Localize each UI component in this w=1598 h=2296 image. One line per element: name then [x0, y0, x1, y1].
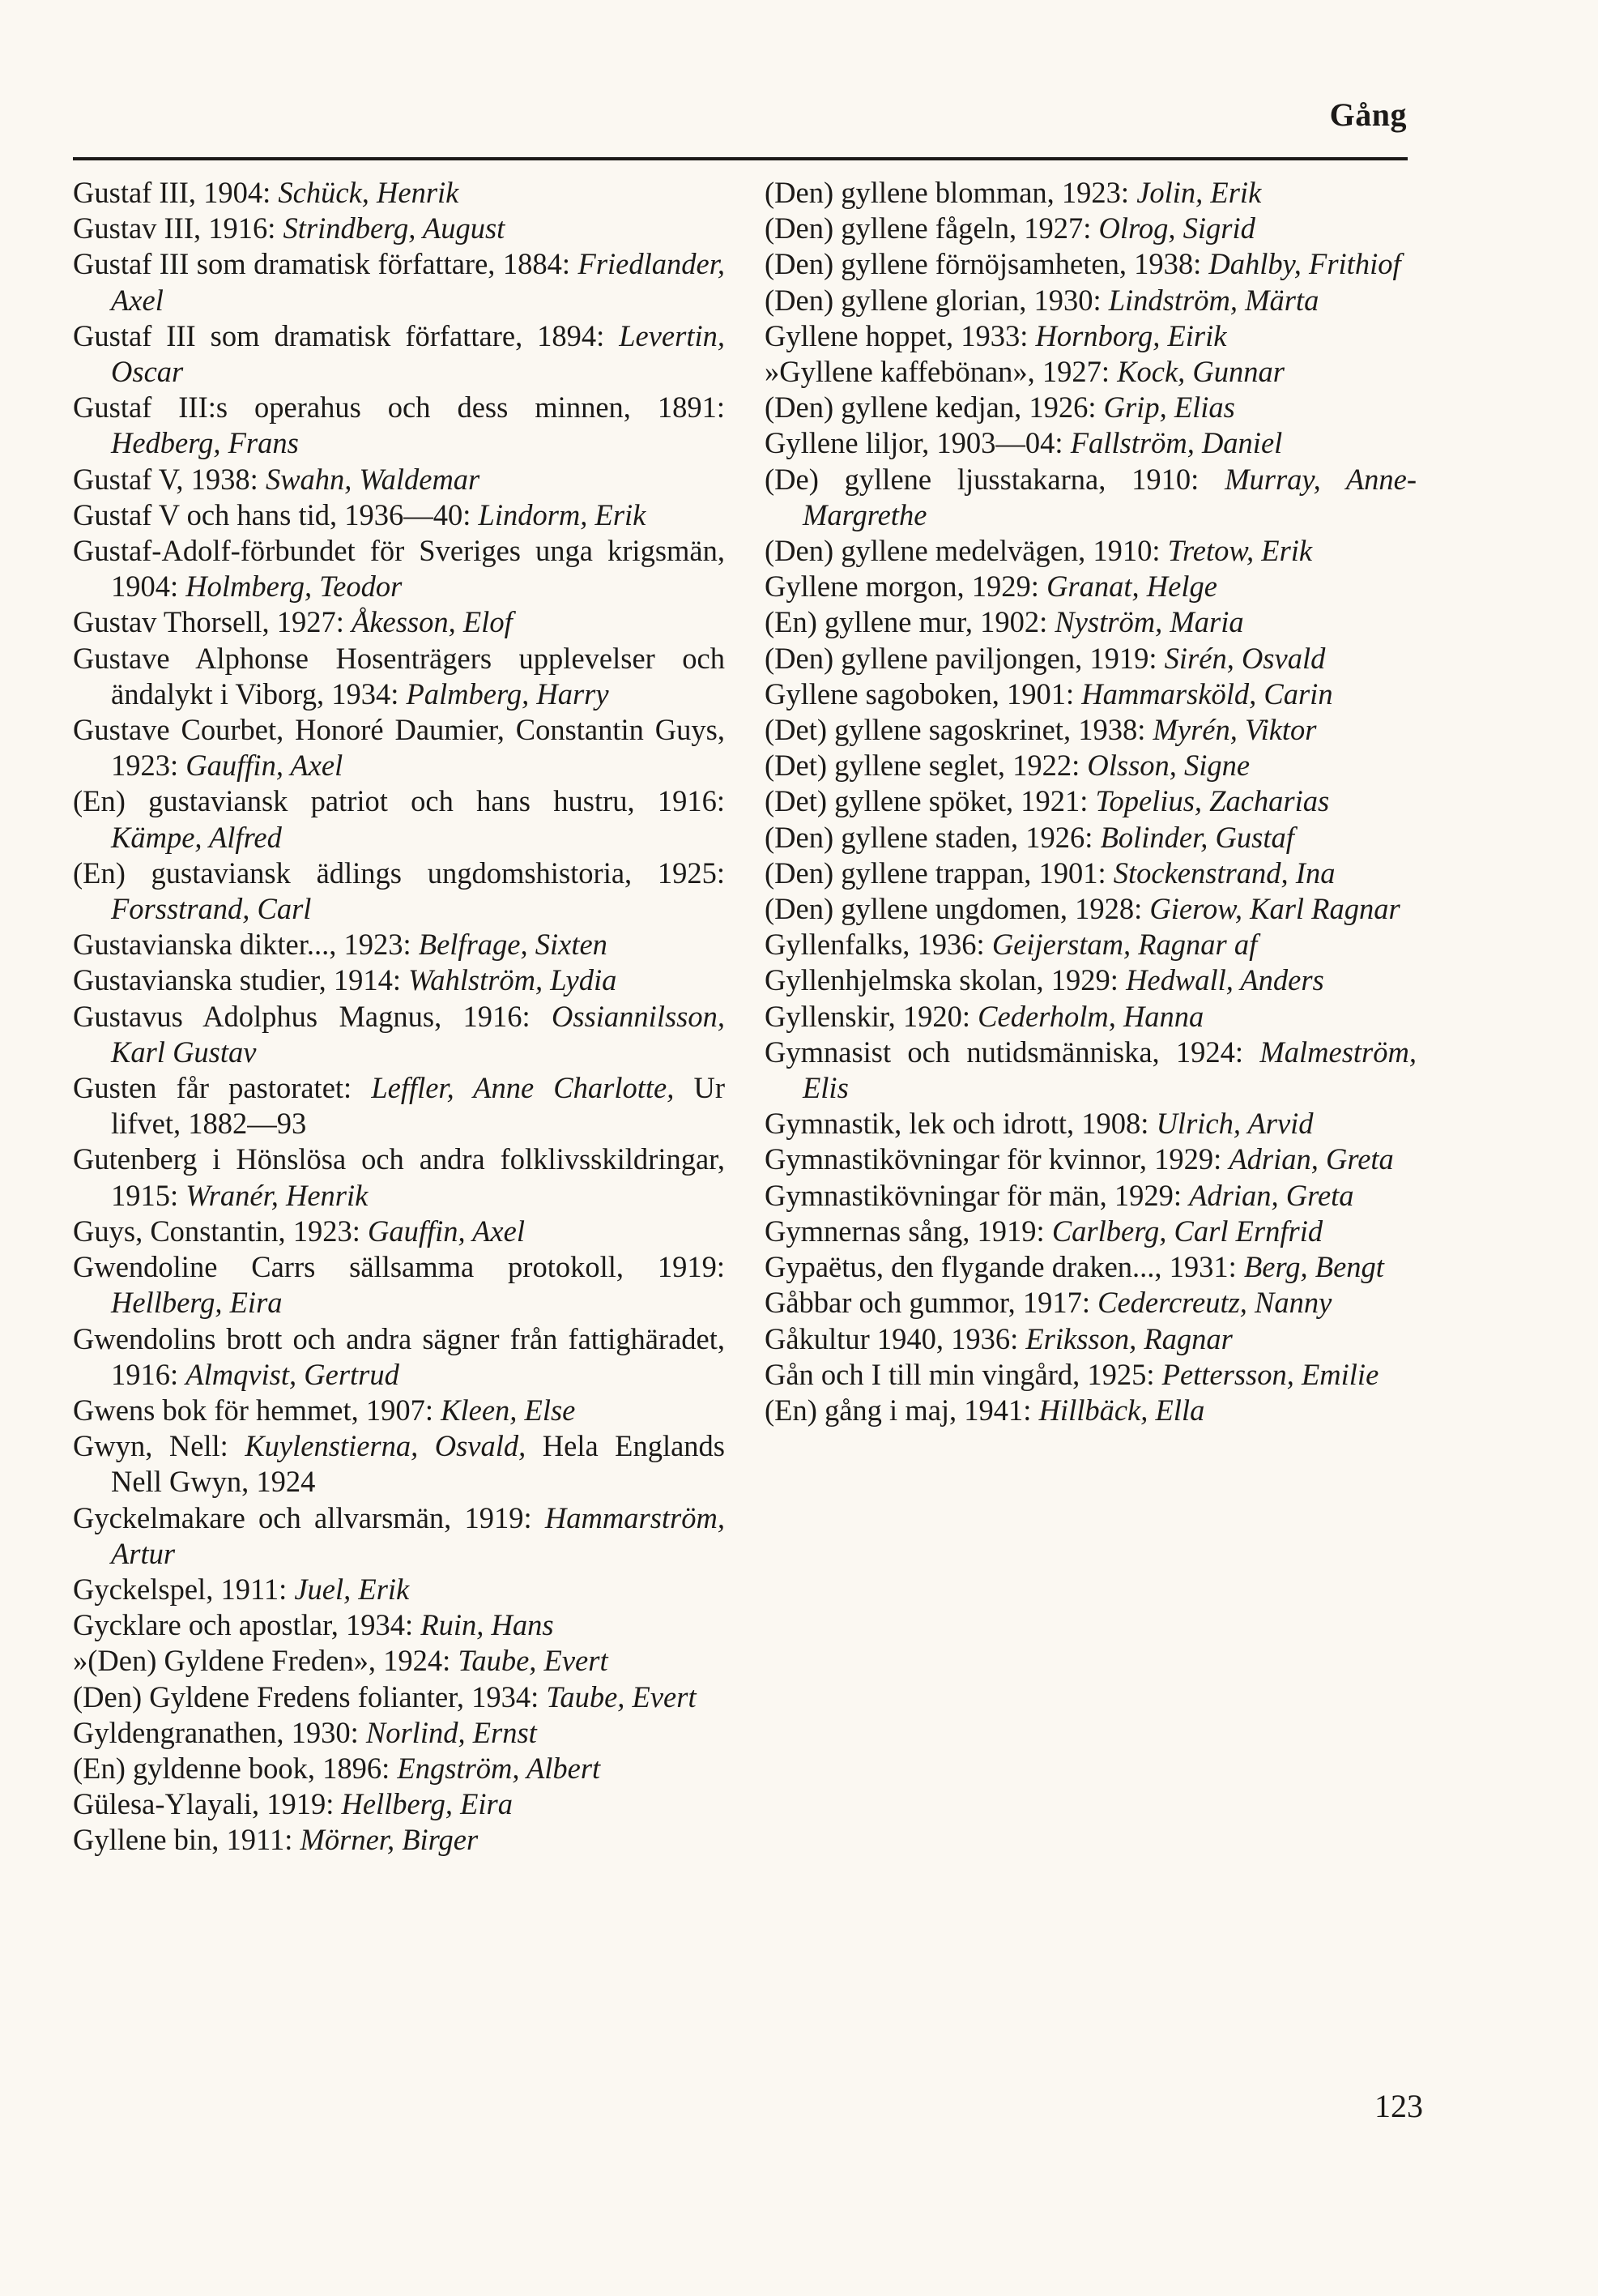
entry-source: Ur lifvet, 1882—93	[111, 1071, 725, 1141]
entry-title: Gycklare och apostlar, 1934:	[73, 1608, 421, 1642]
index-entry	[765, 748, 1417, 783]
index-entry	[73, 1321, 725, 1393]
index-entry	[765, 1321, 1417, 1357]
entry-title: (Den) gyllene trappan, 1901:	[765, 856, 1114, 890]
entry-title: (En) gång i maj, 1941:	[765, 1393, 1039, 1427]
entry-title: (Den) gyllene förnöjsamheten, 1938:	[765, 247, 1209, 281]
index-entry	[73, 712, 725, 783]
entry-author: Hedberg, Frans	[111, 426, 299, 460]
index-entry	[765, 462, 1417, 533]
entry-title: Gyldengranathen, 1930:	[73, 1715, 366, 1749]
entry-author: Juel, Erik	[294, 1572, 410, 1606]
entry-author: Jolin, Erik	[1136, 176, 1262, 209]
entry-author: Levertin, Oscar	[111, 318, 725, 389]
entry-author: Ossiannilsson, Karl Gustav	[111, 999, 725, 1069]
entry-author: Bolinder, Gustaf	[1100, 820, 1294, 854]
index-entry	[765, 962, 1417, 998]
index-entry	[765, 641, 1417, 676]
entry-title: Gypaëtus, den flygande draken..., 1931:	[765, 1250, 1244, 1284]
index-entry	[765, 318, 1417, 354]
entry-author: Schück, Henrik	[278, 176, 459, 209]
index-entry	[73, 1500, 725, 1572]
entry-title: (Det) gyllene sagoskrinet, 1938:	[765, 713, 1153, 747]
index-entry	[73, 1643, 725, 1679]
entry-title: Gustaf V, 1938:	[73, 462, 266, 496]
index-entry	[765, 856, 1417, 891]
index-entry	[765, 820, 1417, 856]
entry-author: Pettersson, Emilie	[1161, 1357, 1379, 1391]
entry-title: »Gyllene kaffebönan», 1927:	[765, 355, 1118, 389]
index-entry	[765, 712, 1417, 748]
entry-title: Gyllene liljor, 1903—04:	[765, 426, 1071, 460]
entry-title: Gåbbar och gummor, 1917:	[765, 1286, 1098, 1320]
entry-author: Hellberg, Eira	[111, 1286, 283, 1320]
index-entry	[765, 569, 1417, 604]
entry-title: Gustav Thorsell, 1927:	[73, 605, 352, 639]
index-entry	[73, 962, 725, 998]
entry-author: Hornborg, Eirik	[1035, 318, 1227, 352]
entry-author: Hillbäck, Ella	[1038, 1393, 1205, 1427]
index-entry	[765, 891, 1417, 927]
entry-author: Ruin, Hans	[420, 1608, 554, 1642]
index-entry	[73, 1786, 725, 1822]
index-entry	[765, 1214, 1417, 1249]
index-entry	[73, 1679, 725, 1715]
index-entry	[73, 1715, 725, 1751]
index-entry	[765, 1035, 1417, 1106]
entry-title: Gustavianska dikter..., 1923:	[73, 928, 419, 962]
entry-title: (Den) gyllene medelvägen, 1910:	[765, 534, 1168, 568]
entry-author: Cederholm, Hanna	[978, 999, 1204, 1033]
entry-author: Friedlander, Axel	[111, 247, 725, 317]
entry-title: (Den) Gyldene Fredens folianter, 1934:	[73, 1679, 547, 1713]
entry-author: Gauffin, Axel	[368, 1214, 525, 1248]
entry-title: Gustaf III som dramatisk författare, 1894:	[73, 318, 620, 352]
entry-title: Gymnastikövningar för kvinnor, 1929:	[765, 1142, 1229, 1176]
entry-title: Guys, Constantin, 1923:	[73, 1214, 369, 1248]
page-number: 123	[1374, 2088, 1423, 2124]
entry-author: Hammarsköld, Carin	[1081, 676, 1333, 711]
index-entry	[765, 246, 1417, 282]
index-entry	[73, 1249, 725, 1321]
entry-author: Grip, Elias	[1103, 390, 1235, 425]
entry-title: Gustaf III, 1904:	[73, 176, 279, 209]
entry-title: Gwendoline Carrs sällsamma protokoll, 1919:	[73, 1250, 725, 1284]
index-entry	[73, 641, 725, 712]
index-entry	[73, 462, 725, 497]
entry-author: Taube, Evert	[458, 1644, 608, 1678]
index-entry	[765, 283, 1417, 318]
index-entry	[765, 354, 1417, 390]
index-entry	[765, 783, 1417, 819]
index-entry	[765, 1106, 1417, 1142]
entry-title: (En) gustaviansk patriot och hans hustru, 1916:	[73, 784, 725, 818]
entry-title: (De) gyllene ljusstakarna, 1910:	[765, 462, 1225, 496]
entry-title: Gustave Alphonse Hosenträgers upplevelser och ändalykt i Viborg, 1934:	[73, 641, 725, 711]
entry-title: Gustaf III som dramatisk författare, 1884:	[73, 247, 578, 281]
entry-author: Swahn, Waldemar	[265, 462, 480, 496]
entry-author: Kämpe, Alfred	[111, 820, 282, 854]
entry-author: Hedwall, Anders	[1126, 963, 1324, 997]
entry-author: Tretow, Erik	[1167, 534, 1313, 568]
entry-author: Malmeström, Elis	[803, 1035, 1417, 1105]
entry-author: Berg, Bengt	[1243, 1250, 1384, 1284]
entry-author: Kleen, Else	[441, 1393, 576, 1427]
entry-author: Taube, Evert	[546, 1679, 697, 1713]
entry-author: Palmberg, Harry	[406, 676, 609, 711]
index-entry	[73, 999, 725, 1070]
index-entry	[765, 1393, 1417, 1428]
index-entry	[73, 1751, 725, 1786]
index-entry	[765, 927, 1417, 962]
entry-author: Ulrich, Arvid	[1156, 1107, 1314, 1141]
index-entry	[73, 246, 725, 318]
index-entry	[73, 1393, 725, 1428]
entry-title: Gülesa-Ylayali, 1919:	[73, 1787, 342, 1821]
index-entry	[73, 390, 725, 461]
index-entry	[765, 604, 1417, 640]
entry-author: Myrén, Viktor	[1153, 713, 1317, 747]
index-entry	[73, 1822, 725, 1858]
entry-author: Gauffin, Axel	[185, 749, 343, 783]
index-entry	[73, 175, 725, 211]
index-entry	[73, 1572, 725, 1607]
entry-author: Leffler, Anne Charlotte,	[371, 1071, 675, 1105]
index-entry	[765, 1285, 1417, 1321]
index-entry	[765, 1142, 1417, 1177]
entry-author: Gierow, Karl Ragnar	[1149, 892, 1400, 926]
entry-title: Gån och I till min vingård, 1925:	[765, 1357, 1162, 1391]
entry-author: Stockenstrand, Ina	[1113, 856, 1336, 890]
entry-title: Gusten får pastoratet:	[73, 1071, 372, 1105]
entry-title: Gyllene morgon, 1929:	[765, 570, 1047, 604]
entry-title: (Den) gyllene ungdomen, 1928:	[765, 892, 1150, 926]
entry-author: Strindberg, August	[283, 211, 505, 245]
index-entry	[73, 497, 725, 533]
entry-title: Gyllenfalks, 1936:	[765, 928, 992, 962]
entry-title: (Den) gyllene staden, 1926:	[765, 820, 1101, 854]
entry-title: (Den) gyllene kedjan, 1926:	[765, 390, 1104, 425]
index-column-right	[765, 175, 1417, 1428]
entry-title: (En) gyllene mur, 1902:	[765, 605, 1055, 639]
entry-title: Gymnasist och nutidsmänniska, 1924:	[765, 1035, 1260, 1069]
entry-title: Gustaf-Adolf-förbundet för Sveriges unga krigsmän, 1904:	[73, 534, 725, 604]
entry-title: (Den) gyllene paviljongen, 1919:	[765, 641, 1165, 675]
entry-author: Wahlström, Lydia	[408, 963, 617, 997]
entry-title: Gåkultur 1940, 1936:	[765, 1321, 1026, 1355]
entry-title: Gwens bok för hemmet, 1907:	[73, 1393, 441, 1427]
entry-author: Olsson, Signe	[1087, 749, 1251, 783]
entry-author: Hammarström, Artur	[111, 1500, 725, 1570]
entry-title: (Den) gyllene blomman, 1923:	[765, 176, 1137, 209]
entry-title: Gustaf V och hans tid, 1936—40:	[73, 497, 479, 531]
index-entry	[73, 856, 725, 927]
index-column-left	[73, 175, 725, 1859]
entry-title: Gyllene sagoboken, 1901:	[765, 676, 1082, 711]
entry-title: Gwendolins brott och andra sägner från fattighäradet, 1916:	[73, 1321, 725, 1391]
index-entry	[765, 1178, 1417, 1214]
entry-title: Gymnernas sång, 1919:	[765, 1214, 1052, 1248]
index-entry	[765, 533, 1417, 569]
entry-title: (Det) gyllene seglet, 1922:	[765, 749, 1088, 783]
entry-title: Gutenberg i Hönslösa och andra folklivsskildringar, 1915:	[73, 1142, 725, 1212]
entry-title: Gyllenhjelmska skolan, 1929:	[765, 963, 1127, 997]
entry-author: Forsstrand, Carl	[111, 892, 312, 926]
entry-author: Eriksson, Ragnar	[1025, 1321, 1233, 1355]
entry-author: Kock, Gunnar	[1117, 355, 1285, 389]
index-entry	[765, 999, 1417, 1035]
entry-title: (Den) gyllene fågeln, 1927:	[765, 211, 1099, 245]
index-entry	[73, 604, 725, 640]
entry-author: Åkesson, Elof	[352, 605, 513, 639]
entry-author: Geijerstam, Ragnar af	[991, 928, 1258, 962]
entry-author: Adrian, Greta	[1189, 1178, 1354, 1212]
entry-title: Gustave Courbet, Honoré Daumier, Constantin Guys, 1923:	[73, 713, 725, 783]
index-entry	[73, 1214, 725, 1249]
index-entry	[73, 211, 725, 246]
index-entry	[73, 1142, 725, 1213]
entry-author: Holmberg, Teodor	[185, 570, 403, 604]
entry-title: Gustav III, 1916:	[73, 211, 283, 245]
entry-author: Almqvist, Gertrud	[185, 1357, 399, 1391]
entry-author: Topelius, Zacharias	[1095, 784, 1330, 818]
entry-title: (En) gyldenne book, 1896:	[73, 1751, 398, 1785]
entry-author: Adrian, Greta	[1229, 1142, 1394, 1176]
index-entry	[73, 318, 725, 390]
entry-author: Cedercreutz, Nanny	[1097, 1286, 1332, 1320]
entry-title: Gyllene hoppet, 1933:	[765, 318, 1036, 352]
index-entry	[765, 676, 1417, 712]
index-entry	[765, 425, 1417, 461]
entry-title: (Den) gyllene glorian, 1930:	[765, 283, 1109, 317]
entry-author: Hellberg, Eira	[341, 1787, 513, 1821]
index-entry	[765, 390, 1417, 425]
entry-author: Sirén, Osvald	[1164, 641, 1326, 675]
index-entry	[73, 1070, 725, 1142]
entry-author: Kuylenstierna, Osvald,	[245, 1429, 526, 1463]
entry-author: Carlberg, Carl Ernfrid	[1051, 1214, 1323, 1248]
entry-source: Hela Englands Nell Gwyn, 1924	[111, 1429, 726, 1499]
entry-author: Nyström, Maria	[1055, 605, 1244, 639]
entry-author: Granat, Helge	[1046, 570, 1217, 604]
entry-author: Norlind, Ernst	[365, 1715, 537, 1749]
index-entry	[73, 927, 725, 962]
index-entry	[73, 533, 725, 604]
index-entry	[73, 1428, 725, 1500]
index-entry	[765, 1357, 1417, 1393]
entry-author: Lindorm, Erik	[478, 497, 646, 531]
entry-author: Dahlby, Frithiof	[1208, 247, 1401, 281]
index-entry	[765, 175, 1417, 211]
entry-author: Engström, Albert	[397, 1751, 601, 1785]
entry-title: (En) gustaviansk ädlings ungdomshistoria, 1925:	[73, 856, 725, 890]
entry-title: (Det) gyllene spöket, 1921:	[765, 784, 1096, 818]
entry-title: Gyllene bin, 1911:	[73, 1823, 300, 1857]
entry-author: Mörner, Birger	[300, 1823, 479, 1857]
entry-title: Gwyn, Nell:	[73, 1429, 245, 1463]
entry-title: Gyckelmakare och allvarsmän, 1919:	[73, 1500, 545, 1534]
entry-title: Gustaf III:s operahus och dess minnen, 1891:	[73, 390, 725, 425]
entry-author: Belfrage, Sixten	[418, 928, 607, 962]
index-entry	[765, 1249, 1417, 1285]
index-entry	[765, 211, 1417, 246]
entry-author: Wranér, Henrik	[185, 1178, 369, 1212]
entry-title: Gymnastik, lek och idrott, 1908:	[765, 1107, 1157, 1141]
entry-author: Lindström, Märta	[1108, 283, 1319, 317]
entry-author: Fallström, Daniel	[1070, 426, 1283, 460]
entry-title: »(Den) Gyldene Freden», 1924:	[73, 1644, 458, 1678]
index-entry	[73, 783, 725, 855]
entry-title: Gymnastikövningar för män, 1929:	[765, 1178, 1190, 1212]
index-entry	[73, 1607, 725, 1643]
running-head: Gång	[1329, 96, 1407, 133]
entry-title: Gustavus Adolphus Magnus, 1916:	[73, 999, 552, 1033]
header-rule	[73, 157, 1408, 160]
entry-author: Olrog, Sigrid	[1098, 211, 1255, 245]
entry-author: Murray, Anne-Margrethe	[803, 462, 1417, 531]
entry-title: Gyckelspel, 1911:	[73, 1572, 295, 1606]
entry-title: Gustavianska studier, 1914:	[73, 963, 409, 997]
entry-title: Gyllenskir, 1920:	[765, 999, 978, 1033]
